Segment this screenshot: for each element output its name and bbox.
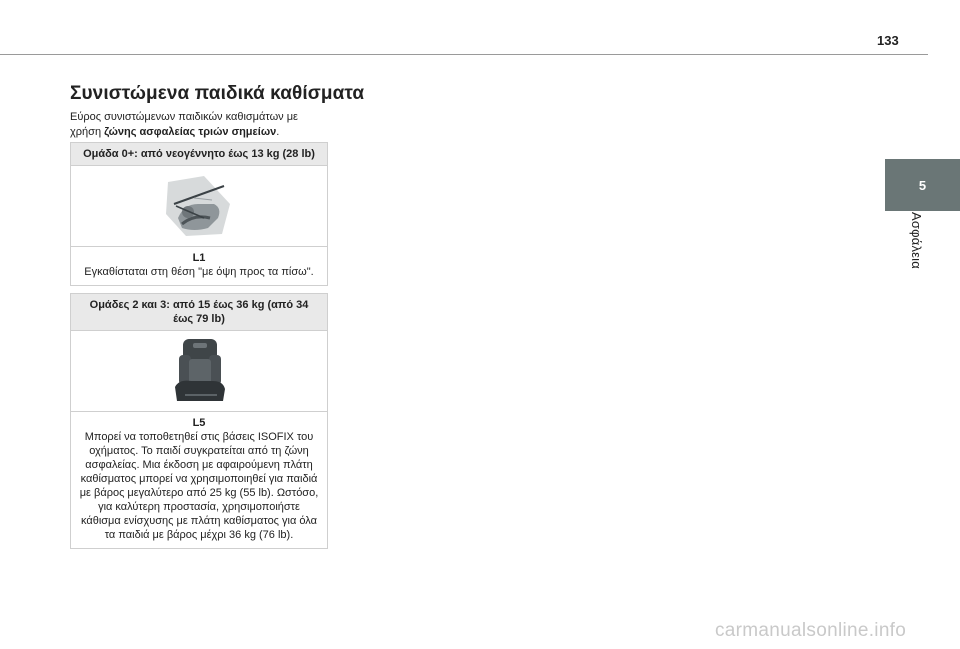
seat-description: Εγκαθίσταται στη θέση "με όψη προς τα πίσω". [84,266,314,278]
seat-code: L5 [192,417,206,429]
seat-group-0plus [70,142,328,286]
group-details [71,247,327,285]
section-intro [70,110,332,140]
top-rule [0,54,928,55]
chapter-label: Ασφάλεια [909,212,924,269]
page-number: 133 [877,33,899,48]
group-details [71,412,327,548]
intro-text: Εύρος συνιστώμενων παιδικών καθισμάτων με χρήση [70,111,298,138]
section-title: Συνιστώμενα παιδικά καθίσματα [70,83,365,104]
chapter-tab[interactable] [885,159,960,211]
seat-group-2-3 [70,293,328,549]
seat-code: L1 [192,252,206,264]
seat-description: Μπορεί να τοποθετηθεί στις βάσεις ISOFIX του οχήματος. Το παιδί συγκρατείται από τη ζώνη ασφαλείας. Μια έκδοση με αφαιρούμενη πλάτη καθίσματος μπορεί να χρησιμοποιηθεί για παιδιά με βάρος μεγαλύτερο από 25 kg (55 lb). Ωστόσο, για καλύτερη προστασία, χρησιμοποιήστε κάθισμα ενίσχυσης με πλάτη καθίσματος για όλα τα παιδιά με βάρος μέχρι 36 kg (76 lb). [79,431,319,541]
intro-bold-text: ζώνης ασφαλείας τριών σημείων [104,126,277,138]
watermark: carmanualsonline.info [715,620,907,641]
group-header: Ομάδα 0+: από νεογέννητο έως 13 kg (28 lb) [71,143,327,166]
group-header: Ομάδες 2 και 3: από 15 έως 36 kg (από 34 έως 79 lb) [71,294,327,331]
isofix-booster-seat-icon [71,331,327,412]
rear-facing-infant-seat-icon [71,166,327,247]
intro-end: . [276,126,280,138]
chapter-number: 5 [918,177,927,193]
